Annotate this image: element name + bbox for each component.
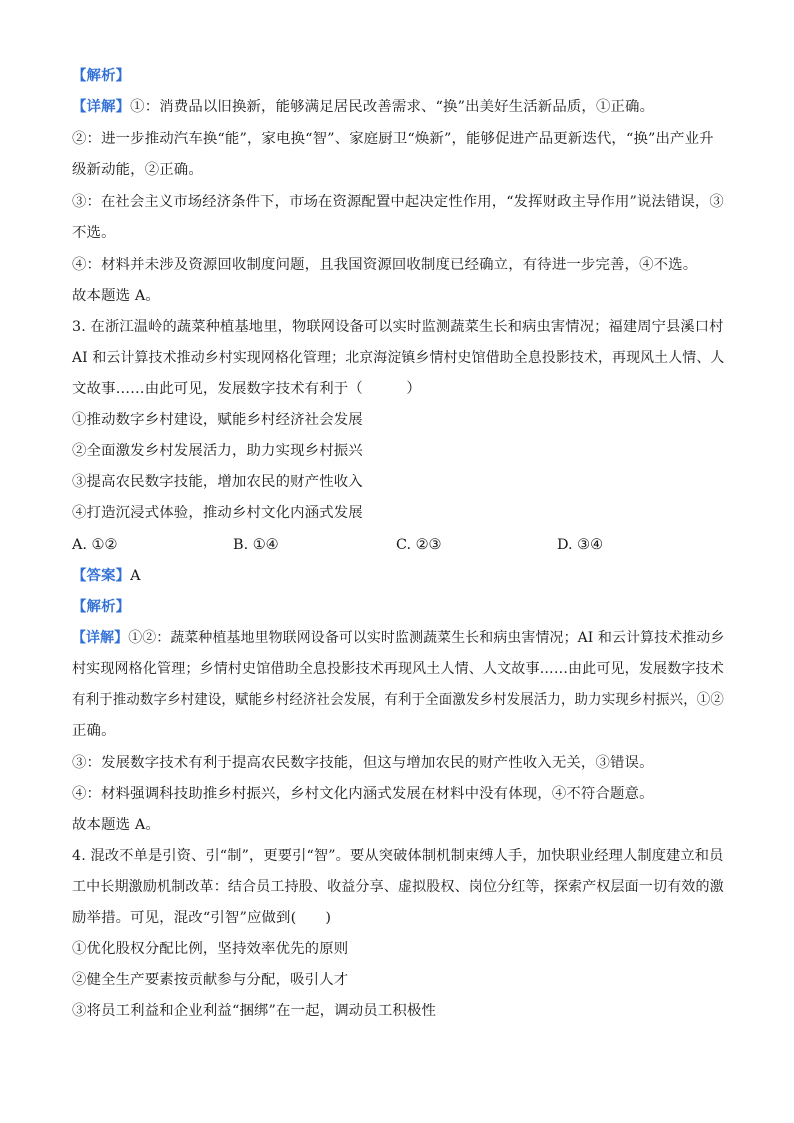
- statement-item: ①推动数字乡村建设，赋能乡村经济社会发展: [72, 412, 363, 428]
- answer-heading: 【答案】: [72, 567, 131, 584]
- answer-value: A: [130, 568, 141, 584]
- detail-text: 正确。: [72, 723, 116, 739]
- statement-item: ②全面激发乡村发展活力，助力实现乡村振兴: [72, 443, 363, 459]
- statement-item: ③将员工利益和企业利益“捆绑”在一起，调动员工积极性: [72, 1003, 436, 1019]
- detail-text: ③：在社会主义市场经济条件下，市场在资源配置中起决定性作用，“发挥财政主导作用”说法错误，③: [72, 194, 724, 210]
- question-stem: 4. 混改不单是引资、引“制”，更要引“智”。要从突破体制机制束缚人手，加快职业经理人制度建立和员: [72, 848, 724, 864]
- statement-item: ②健全生产要素按贡献参与分配，吸引人才: [72, 972, 349, 988]
- statement-item: ③提高农民数字技能，增加农民的财产性收入: [72, 474, 363, 490]
- question-stem: 工中长期激励机制改革：结合员工持股、收益分享、虚拟股权、岗位分红等，探索产权层面一切有效的激: [72, 879, 724, 895]
- detail-heading: 【详解】: [72, 98, 131, 115]
- detail-text: 村实现网格化管理；乡情村史馆借助全息投影技术再现风土人情、人文故事……由此可见，发展数字技术: [72, 661, 724, 677]
- detail-text: ③：发展数字技术有利于提高农民数字技能，但这与增加农民的财产性收入无关，③错误。: [72, 755, 654, 771]
- analysis-heading: 【解析】: [72, 67, 131, 84]
- detail-text: ①②：蔬菜种植基地里物联网设备可以实时监测蔬菜生长和病虫害情况；AI 和云计算技术推动乡: [128, 630, 725, 646]
- detail-text: ②：进一步推动汽车换“能”，家电换“智”、家庭厨卫“焕新”，能够促进产品更新迭代，“换”出产业升: [72, 131, 714, 147]
- analysis-heading: 【解析】: [72, 598, 131, 615]
- statement-item: ①优化股权分配比例，坚持效率优先的原则: [72, 941, 349, 957]
- detail-text: 级新动能，②正确。: [72, 162, 203, 178]
- question-stem: AI 和云计算技术推动乡村实现网格化管理；北京海淀镇乡情村史馆借助全息投影技术，再现风土人情、人: [72, 350, 725, 366]
- detail-text: ④：材料强调科技助推乡村振兴，乡村文化内涵式发展在材料中没有体现，④不符合题意。: [72, 786, 654, 802]
- question-stem: 文故事……由此可见，发展数字技术有利于（ ）: [72, 381, 421, 397]
- detail-text: 不选。: [72, 225, 116, 241]
- answer-line: [72, 566, 724, 586]
- detail-text: 有利于推动数字乡村建设，赋能乡村经济社会发展，有利于全面激发乡村发展活力，助力实现乡村振兴，①②: [72, 692, 724, 708]
- question-stem: 励举措。可见，混改“引智”应做到( ): [72, 910, 332, 926]
- question-stem: 3. 在浙江温岭的蔬菜种植基地里，物联网设备可以实时监测蔬菜生长和病虫害情况；福建周宁县溪口村: [72, 319, 724, 335]
- detail-text: ④：材料并未涉及资源回收制度问题，且我国资源回收制度已经确立，有待进一步完善，④不选。: [72, 257, 698, 273]
- detail-paragraph: [72, 628, 725, 648]
- conclusion-text: 故本题选 A。: [72, 288, 160, 304]
- conclusion-text: 故本题选 A。: [72, 817, 160, 833]
- detail-text: ①：消费品以旧换新，能够满足居民改善需求、“换”出美好生活新品质，①正确。: [130, 99, 655, 115]
- option-a: A. ①②: [72, 537, 118, 553]
- detail-paragraph: [72, 97, 724, 117]
- statement-item: ④打造沉浸式体验，推动乡村文化内涵式发展: [72, 505, 363, 521]
- detail-heading: 【详解】: [72, 629, 129, 646]
- option-c: C. ②③: [396, 537, 442, 553]
- option-b: B. ①④: [233, 537, 279, 553]
- option-d: D. ③④: [557, 537, 603, 553]
